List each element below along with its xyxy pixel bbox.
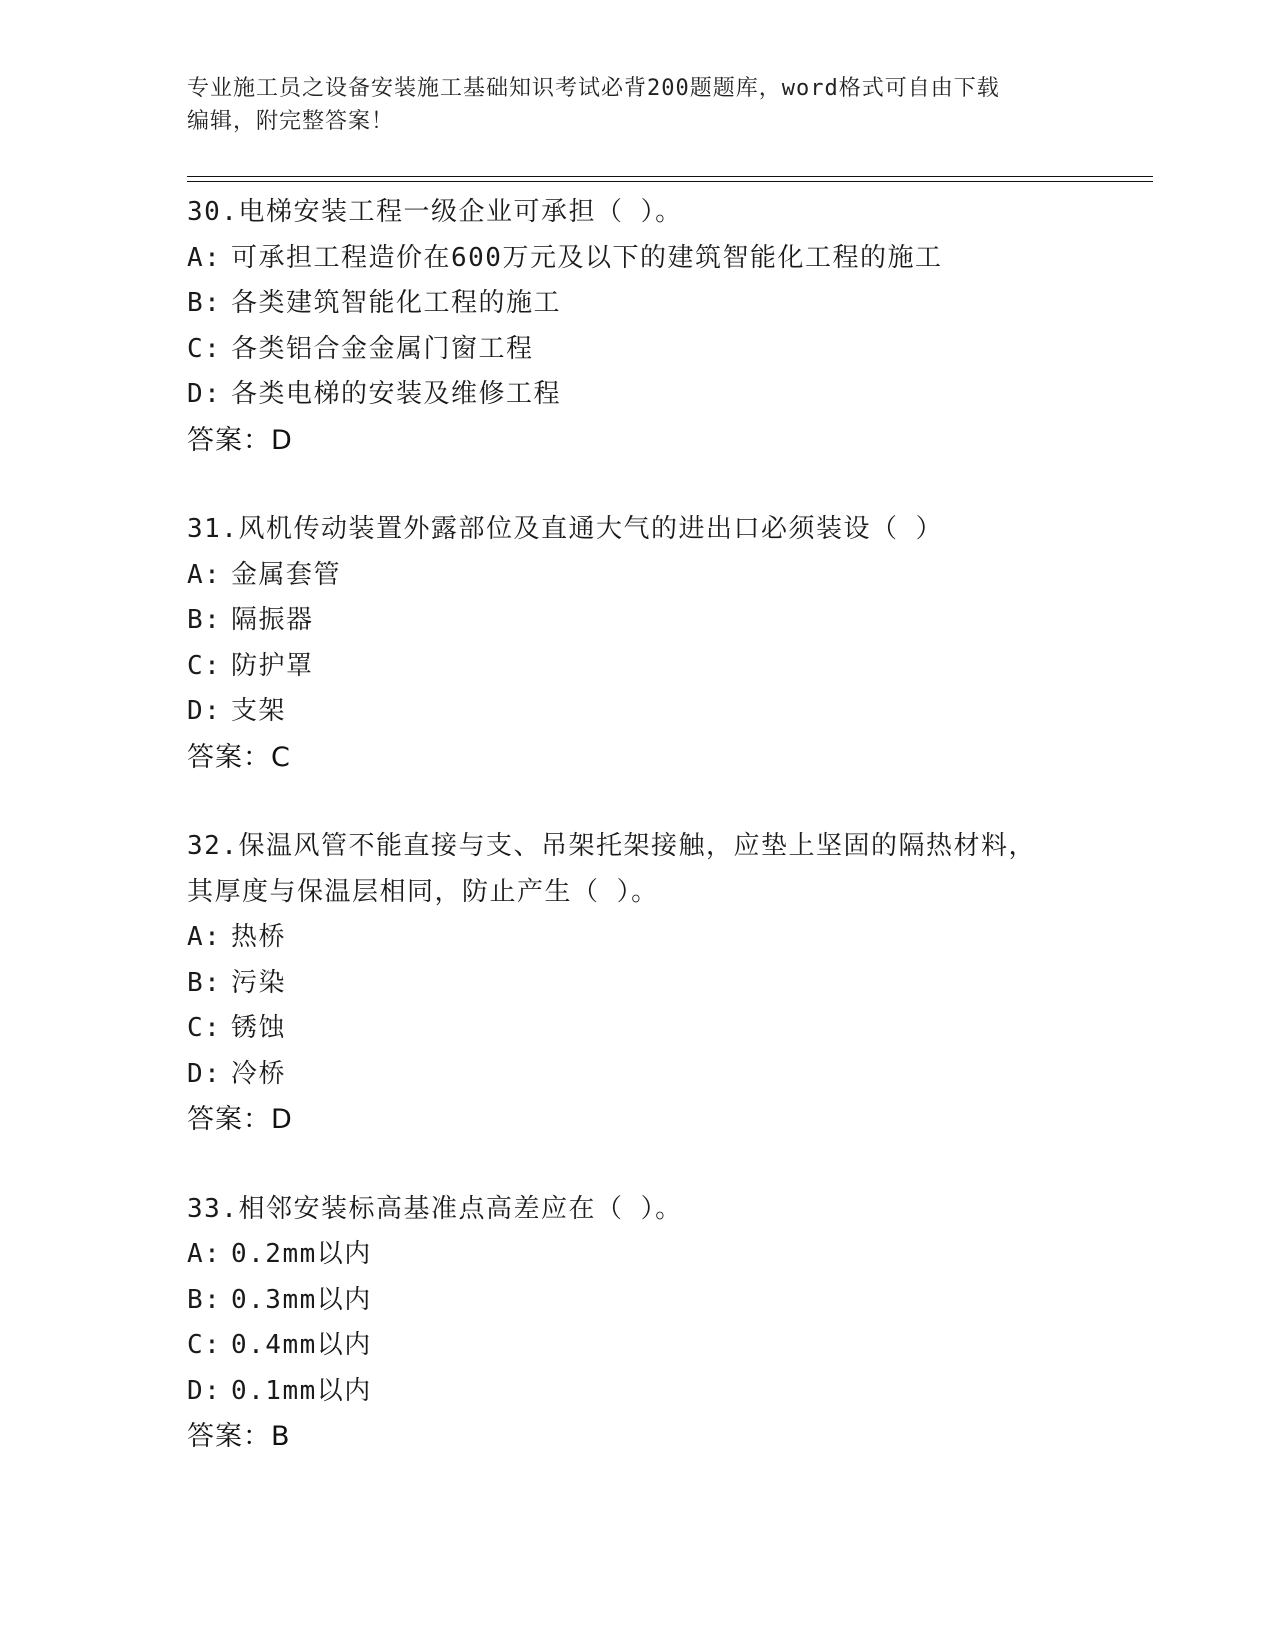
option-a [187,1232,1153,1278]
option-d [187,689,1153,735]
option-text: 0.4mm以内 [231,1330,372,1360]
document-header [187,72,1087,138]
header-title-line-1: 专业施工员之设备安装施工基础知识考试必背200题题库，word格式可自由下载 [187,76,1000,101]
option-d [187,1369,1153,1415]
option-text: 各类铝合金金属门窗工程 [231,333,534,364]
answer-line: 答案：D [187,424,293,456]
question-31 [187,507,1153,780]
option-b [187,281,1153,327]
question-text: 电梯安装工程一级企业可承担（ ）。 [238,197,683,227]
option-c [187,644,1153,690]
option-text: 0.2mm以内 [231,1239,372,1269]
question-number: 31. [187,514,239,544]
question-stem-continuation: 其厚度与保温层相同，防止产生（ ）。 [187,876,659,907]
question-30 [187,190,1153,463]
answer-line: 答案：C [187,741,291,773]
option-letter: D: [187,379,222,409]
option-a [187,553,1153,599]
option-c [187,1006,1153,1052]
option-text: 冷桥 [231,1058,287,1089]
question-stem [187,507,1153,553]
option-text: 金属套管 [231,559,342,590]
option-b [187,961,1153,1007]
option-letter: B: [187,967,222,998]
option-text: 各类电梯的安装及维修工程 [231,379,562,409]
option-letter: D: [187,1058,222,1089]
header-divider-bottom [187,181,1153,182]
option-a [187,236,1153,282]
option-b [187,598,1153,644]
question-32 [187,824,1153,1143]
option-letter: B: [187,605,222,635]
option-letter: A: [187,922,222,952]
option-letter: D: [187,1375,222,1406]
option-text: 防护罩 [231,650,314,681]
question-number: 32. [187,831,239,861]
option-letter: C: [187,650,222,681]
header-title-line-2: 编辑，附完整答案！ [187,109,395,134]
option-text: 可承担工程造价在600万元及以下的建筑智能化工程的施工 [231,242,943,273]
option-text: 0.3mm以内 [231,1284,372,1315]
option-text: 0.1mm以内 [231,1375,372,1406]
question-stem [187,190,1153,236]
option-letter: C: [187,1330,222,1360]
option-text: 隔振器 [231,605,314,635]
option-letter: C: [187,333,222,364]
question-text: 保温风管不能直接与支、吊架托架接触，应垫上坚固的隔热材料， [238,831,1036,861]
option-text: 锈蚀 [231,1013,287,1043]
option-c [187,1323,1153,1369]
option-letter: C: [187,1013,222,1043]
question-list [187,190,1153,1504]
header-divider-top [187,176,1153,177]
option-letter: B: [187,288,222,318]
answer-line: 答案：B [187,1421,291,1452]
question-stem [187,824,1153,870]
option-letter: A: [187,242,222,273]
option-d [187,1052,1153,1098]
question-text: 相邻安装标高基准点高差应在（ ）。 [238,1193,683,1224]
option-text: 支架 [231,696,287,726]
option-text: 热桥 [231,922,287,952]
option-d [187,372,1153,418]
option-a [187,915,1153,961]
question-number: 33. [187,1193,239,1224]
question-stem [187,1187,1153,1233]
question-33 [187,1187,1153,1460]
option-letter: A: [187,559,222,590]
option-letter: B: [187,1284,222,1315]
answer-line: 答案：D [187,1104,293,1135]
question-number: 30. [187,197,239,227]
option-b [187,1278,1153,1324]
question-text: 风机传动装置外露部位及直通大气的进出口必须装设（ ） [238,514,944,544]
option-letter: A: [187,1239,222,1269]
option-letter: D: [187,696,222,726]
option-text: 污染 [231,967,287,998]
option-c [187,327,1153,373]
option-text: 各类建筑智能化工程的施工 [231,288,562,318]
